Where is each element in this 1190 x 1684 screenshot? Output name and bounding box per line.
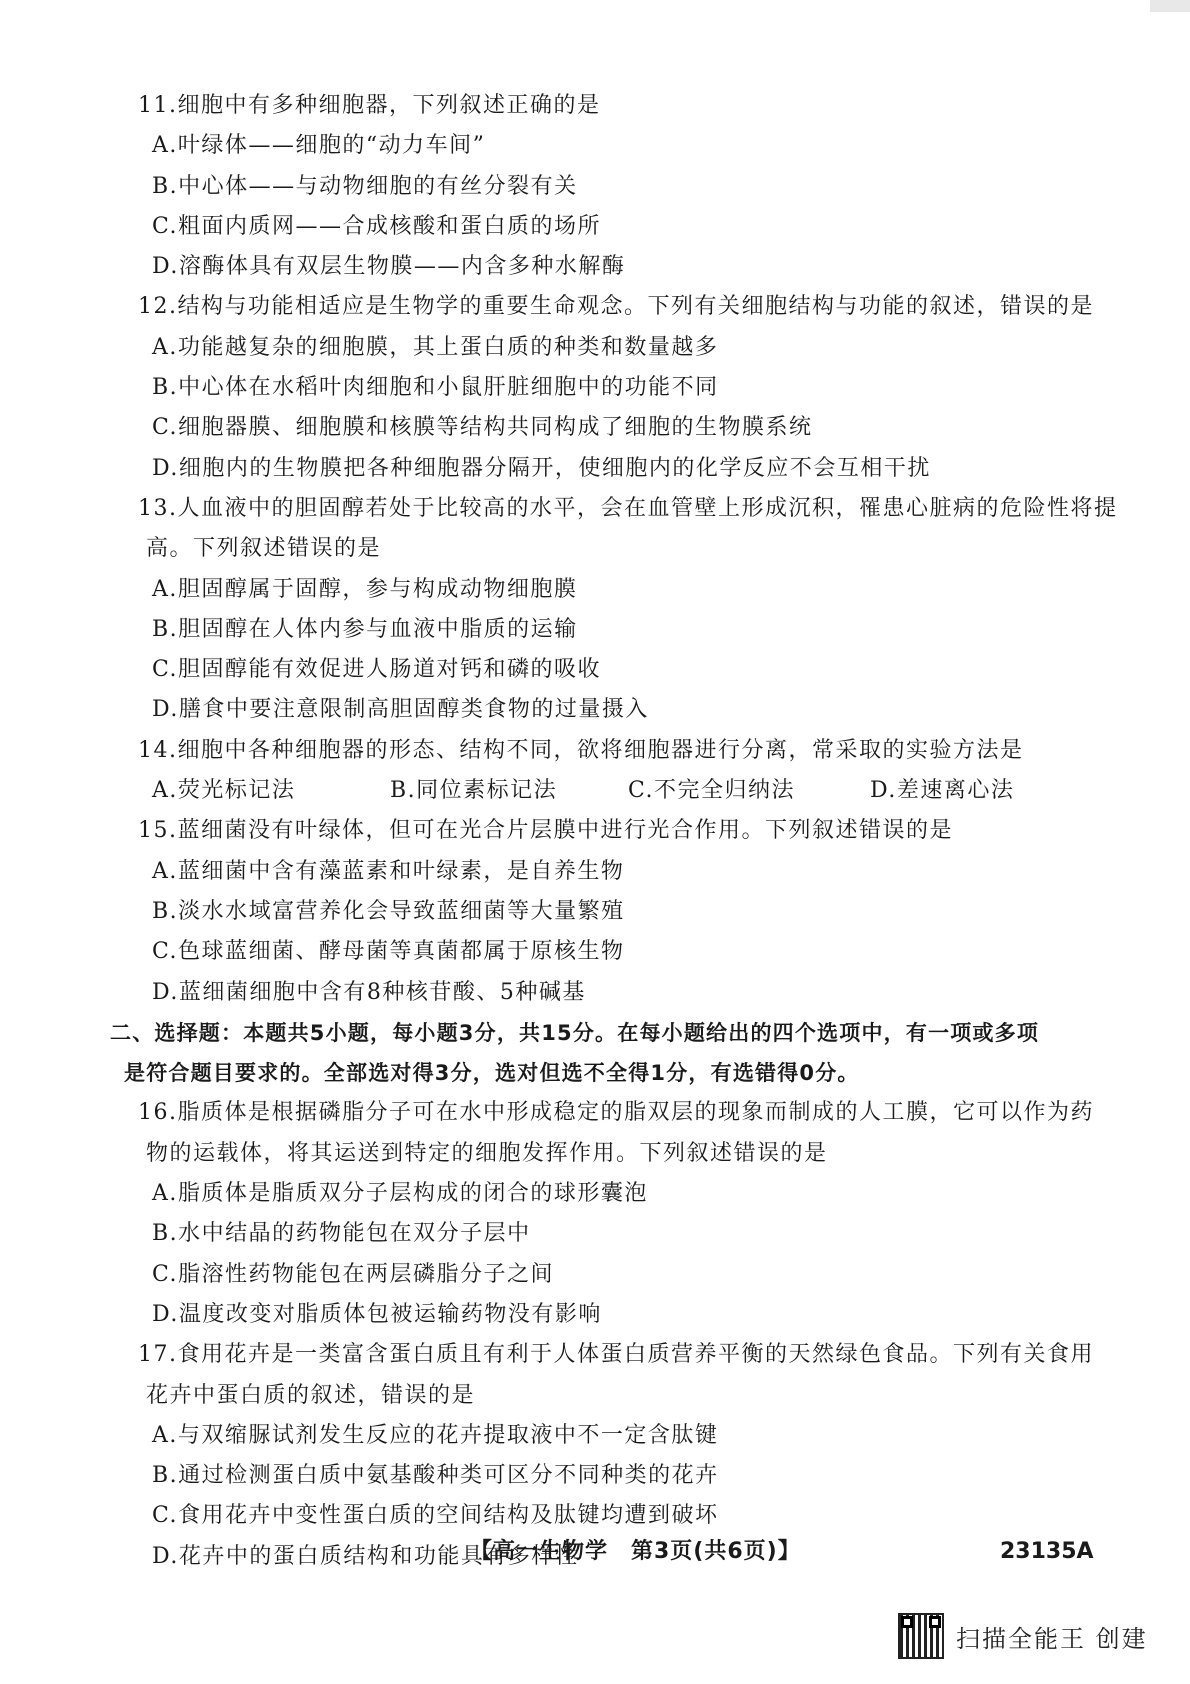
footer-page-info: 【高一生物学 第3页(共6页)】 — [470, 1539, 801, 1564]
scanner-watermark — [898, 1612, 1148, 1660]
option-c: C.脂溶性药物能包在两层磷脂分子之间 — [152, 1261, 555, 1287]
question-16 — [138, 1093, 1094, 1335]
question-13 — [138, 489, 1118, 731]
option-a: A.蓝细菌中含有藻蓝素和叶绿素，是自养生物 — [152, 858, 625, 884]
option-d: D.溶酶体具有双层生物膜——内含多种水解酶 — [152, 254, 626, 280]
option-d: D.细胞内的生物膜把各种细胞器分隔开，使细胞内的化学反应不会互相干扰 — [152, 455, 931, 481]
question-stem: 11.细胞中有多种细胞器，下列叙述正确的是 — [138, 93, 601, 118]
option-c: C.色球蓝细菌、酵母菌等真菌都属于原核生物 — [152, 939, 625, 965]
section-two-header — [110, 1013, 1073, 1094]
option-d: D.温度改变对脂质体包被运输药物没有影响 — [152, 1301, 602, 1327]
question-stem: 16.脂质体是根据磷脂分子可在水中形成稳定的脂双层的现象而制成的人工膜，它可以作为药 — [138, 1100, 1094, 1126]
question-stem: 14.细胞中各种细胞器的形态、结构不同，欲将细胞器进行分离，常采取的实验方法是 — [138, 737, 1024, 763]
option-a: A.脂质体是脂质双分子层构成的闭合的球形囊泡 — [152, 1181, 648, 1207]
page-content — [110, 86, 1118, 1577]
option-a: A.叶绿体——细胞的“动力车间” — [152, 133, 486, 159]
page-footer — [0, 1532, 1190, 1572]
option-d: D.膳食中要注意限制高胆固醇类食物的过量摄入 — [152, 697, 649, 723]
question-stem-continued: 花卉中蛋白质的叙述，错误的是 — [146, 1382, 476, 1408]
inline-options — [138, 771, 1073, 811]
option-d: D.花卉中的蛋白质结构和功能具有多样性 — [152, 1543, 579, 1569]
question-11 — [138, 86, 1073, 287]
option-b: B.同位素标记法 — [390, 778, 558, 804]
section-instructions: 二、选择题：本题共5小题，每小题3分，共15分。在每小题给出的四个选项中，有一项或多项 — [110, 1020, 1040, 1045]
question-stem: 17.食用花卉是一类富含蛋白质且有利于人体蛋白质营养平衡的天然绿色食品。下列有关食用 — [138, 1342, 1094, 1368]
option-b: B.水中结晶的药物能包在双分子层中 — [152, 1221, 531, 1247]
question-stem: 13.人血液中的胆固醇若处于比较高的水平，会在血管壁上形成沉积，罹患心脏病的危险性将提 — [138, 495, 1118, 521]
option-c: C.细胞器膜、细胞膜和核膜等结构共同构成了细胞的生物膜系统 — [152, 415, 813, 441]
option-c: C.不完全归纳法 — [628, 778, 796, 804]
watermark-text: 扫描全能王 创建 — [956, 1624, 1148, 1653]
scan-edge-mark — [1150, 0, 1190, 12]
question-stem: 12.结构与功能相适应是生物学的重要生命观念。下列有关细胞结构与功能的叙述，错误的是 — [138, 294, 1094, 320]
option-b: B.通过检测蛋白质中氨基酸种类可区分不同种类的花卉 — [152, 1463, 719, 1489]
option-a: A.与双缩脲试剂发生反应的花卉提取液中不一定含肽键 — [152, 1422, 719, 1448]
question-14 — [138, 731, 1073, 812]
option-c: C.粗面内质网——合成核酸和蛋白质的场所 — [152, 213, 602, 239]
option-a: A.胆固醇属于固醇，参与构成动物细胞膜 — [152, 576, 578, 602]
question-stem-continued: 物的运载体，将其运送到特定的细胞发挥作用。下列叙述错误的是 — [146, 1140, 828, 1166]
question-15 — [138, 811, 1073, 1012]
question-stem: 15.蓝细菌没有叶绿体，但可在光合片层膜中进行光合作用。下列叙述错误的是 — [138, 818, 953, 844]
option-b: B.中心体在水稻叶肉细胞和小鼠肝脏细胞中的功能不同 — [152, 375, 719, 401]
question-12 — [138, 287, 1094, 488]
option-d: D.蓝细菌细胞中含有8种核苷酸、5种碱基 — [152, 979, 586, 1005]
option-b: B.中心体——与动物细胞的有丝分裂有关 — [152, 173, 578, 199]
option-d: D.差速离心法 — [870, 778, 1015, 804]
option-a: A.功能越复杂的细胞膜，其上蛋白质的种类和数量越多 — [152, 334, 719, 360]
question-stem-continued: 高。下列叙述错误的是 — [146, 536, 382, 562]
qr-code-icon — [898, 1613, 944, 1659]
option-a: A.荧光标记法 — [152, 778, 296, 804]
section-instructions-continued: 是符合题目要求的。全部选对得3分，选对但选不全得1分，有选错得0分。 — [124, 1061, 860, 1086]
footer-exam-code: 23135A — [1000, 1539, 1094, 1564]
option-c: C.食用花卉中变性蛋白质的空间结构及肽键均遭到破坏 — [152, 1503, 719, 1529]
option-c: C.胆固醇能有效促进人肠道对钙和磷的吸收 — [152, 657, 602, 683]
option-b: B.胆固醇在人体内参与血液中脂质的运输 — [152, 616, 578, 642]
option-b: B.淡水水域富营养化会导致蓝细菌等大量繁殖 — [152, 898, 625, 924]
